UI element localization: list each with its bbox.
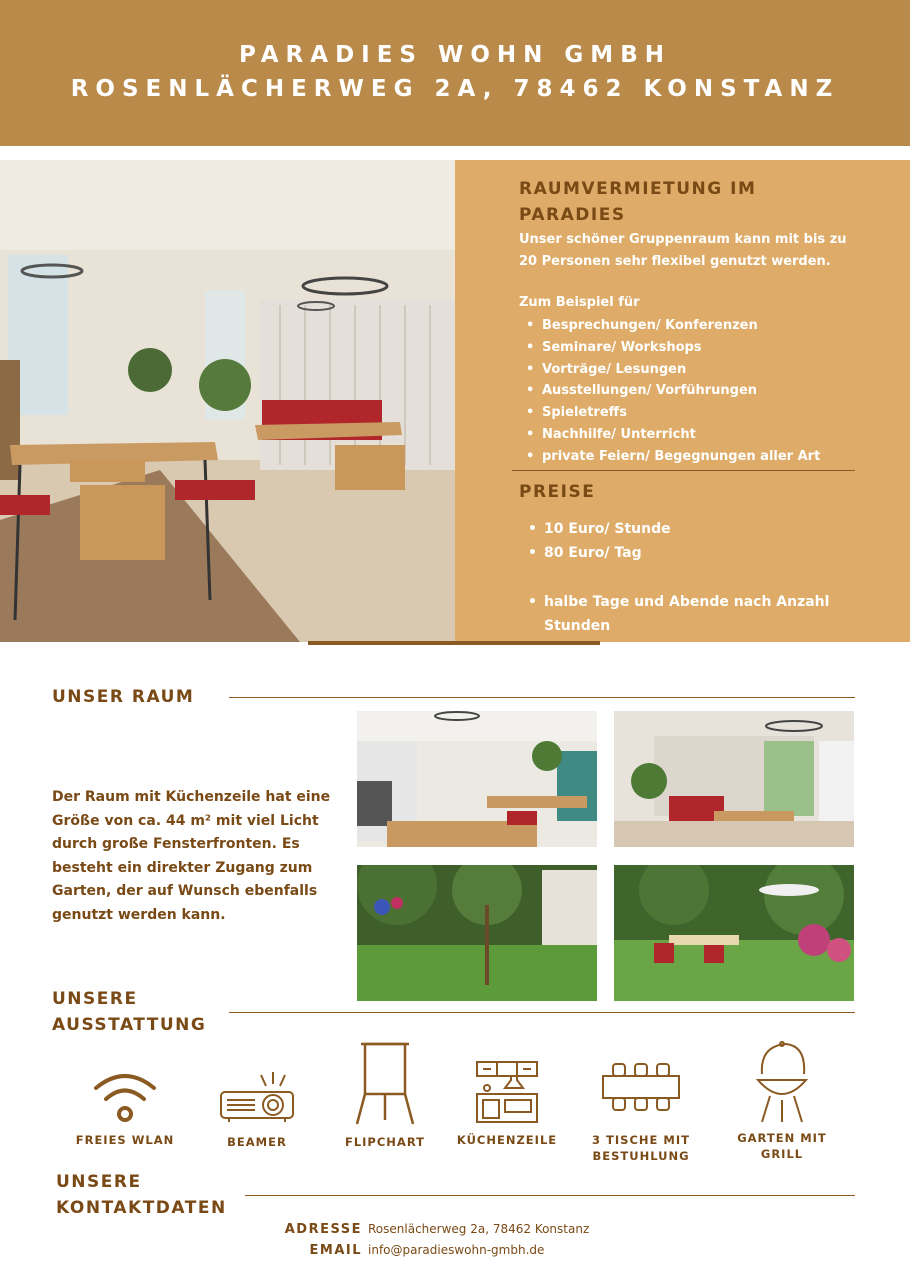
equipment-tables bbox=[576, 1060, 706, 1164]
flipchart-icon bbox=[355, 1040, 415, 1126]
rental-intro: Unser schöner Gruppenraum kann mit bis zu 20 Personen sehr flexibel genutzt werden. bbox=[519, 232, 847, 269]
room-photo bbox=[614, 711, 854, 847]
list-item: • Seminare/ Workshops bbox=[520, 337, 860, 359]
equipment-label: FREIES WLAN bbox=[75, 1133, 175, 1147]
examples-list bbox=[520, 315, 860, 468]
company-name: PARADIES WOHN GMBH bbox=[239, 42, 671, 68]
equipment-section-title: UNSERE AUSSTATTUNG bbox=[52, 989, 207, 1035]
equipment-label: 3 TISCHE MIT BESTUHLUNG bbox=[592, 1133, 690, 1163]
room-description: Der Raum mit Küchenzeile hat eine Größe von ca. 44 m² mit viel Licht durch große Fensterfronten. Es besteht ein direkter Zugang zum Garten, der auf Wunsch ebenfalls genutzt werden kann. bbox=[52, 789, 331, 923]
address-label: ADRESSE bbox=[284, 1222, 362, 1237]
price-item: • 10 Euro/ Stunde bbox=[522, 517, 862, 541]
kitchen-photo bbox=[357, 711, 597, 847]
prices-title: PREISE bbox=[519, 482, 596, 502]
email-label: EMAIL bbox=[309, 1243, 362, 1258]
accent-divider bbox=[308, 641, 600, 645]
equipment-label: KÜCHENZEILE bbox=[456, 1133, 558, 1147]
price-note: • halbe Tage und Abende nach Anzahl Stunden bbox=[522, 590, 862, 638]
grill-icon bbox=[752, 1040, 812, 1126]
header-banner bbox=[0, 0, 910, 146]
prices-list bbox=[522, 517, 862, 565]
company-address: ROSENLÄCHERWEG 2A, 78462 KONSTANZ bbox=[70, 76, 840, 102]
room-hero-photo bbox=[0, 160, 455, 642]
tables-icon bbox=[599, 1060, 683, 1114]
prices-extra-list bbox=[522, 590, 862, 638]
divider bbox=[229, 697, 855, 698]
equipment-label: FLIPCHART bbox=[344, 1135, 426, 1149]
equipment-flipchart bbox=[330, 1040, 440, 1150]
rental-title: RAUMVERMIETUNG IM PARADIES bbox=[519, 179, 757, 225]
divider bbox=[512, 470, 855, 471]
room-section-title: UNSER RAUM bbox=[52, 687, 195, 707]
list-item: • private Feiern/ Begegnungen aller Art bbox=[520, 446, 860, 468]
list-item: • Nachhilfe/ Unterricht bbox=[520, 424, 860, 446]
equipment-grill bbox=[722, 1040, 842, 1162]
divider bbox=[229, 1012, 855, 1013]
divider bbox=[245, 1195, 855, 1196]
list-item: • Ausstellungen/ Vorführungen bbox=[520, 380, 860, 402]
email-link[interactable]: info@paradieswohn-gmbh.de bbox=[368, 1243, 545, 1257]
equipment-kitchen bbox=[452, 1058, 562, 1148]
list-item: • Spieletreffs bbox=[520, 402, 860, 424]
garden-grill-photo bbox=[614, 865, 854, 1001]
wifi-icon bbox=[90, 1068, 160, 1126]
equipment-wlan bbox=[60, 1068, 190, 1148]
list-item: • Vorträge/ Lesungen bbox=[520, 359, 860, 381]
garden-photo bbox=[357, 865, 597, 1001]
list-item: • Besprechungen/ Konferenzen bbox=[520, 315, 860, 337]
contact-section-title: UNSERE KONTAKTDATEN bbox=[56, 1172, 227, 1218]
price-item: • 80 Euro/ Tag bbox=[522, 541, 862, 565]
projector-icon bbox=[217, 1066, 297, 1126]
equipment-beamer bbox=[197, 1066, 317, 1150]
equipment-label: GARTEN MIT GRILL bbox=[737, 1131, 827, 1161]
examples-label: Zum Beispiel für bbox=[519, 295, 640, 310]
kitchen-icon bbox=[475, 1058, 539, 1124]
equipment-label: BEAMER bbox=[227, 1135, 287, 1149]
address-value: Rosenlächerweg 2a, 78462 Konstanz bbox=[368, 1222, 590, 1236]
